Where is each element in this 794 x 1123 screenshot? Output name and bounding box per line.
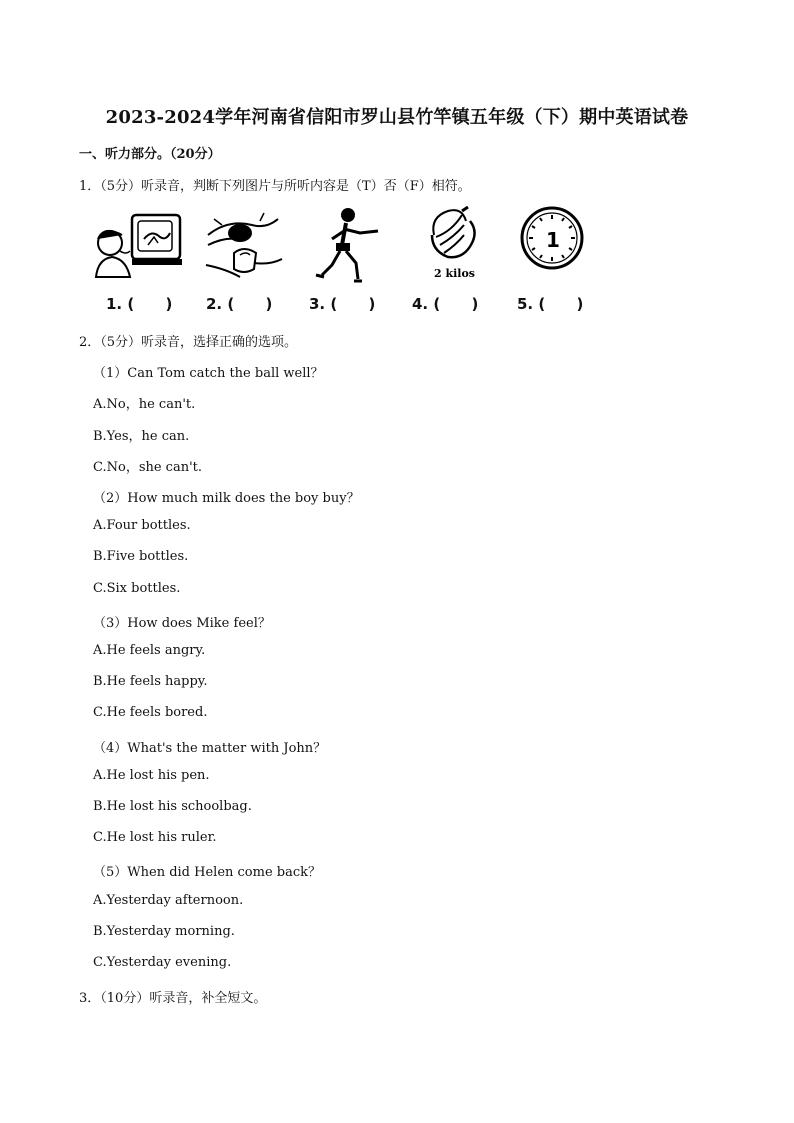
section-heading-listening: 一、听力部分。（20分） xyxy=(79,147,221,162)
bananas-caption: 2 kilos xyxy=(434,267,475,280)
option-4-a: A.He lost his pen. xyxy=(93,768,210,783)
option-2-b: B.Five bottles. xyxy=(93,549,189,564)
option-1-a: A.No，he can't. xyxy=(93,397,196,412)
hands-with-bag-icon xyxy=(204,205,284,285)
running-girl-icon xyxy=(310,205,390,287)
clock-icon xyxy=(519,205,585,271)
question-1-text: 1．（5分）听录音，判断下列图片与所听内容是（T）否（F）相符。 xyxy=(79,179,471,194)
sub-question-1: （1）Can Tom catch the ball well？ xyxy=(93,366,324,381)
option-4-b: B.He lost his schoolbag. xyxy=(93,799,252,814)
option-2-a: A.Four bottles. xyxy=(93,518,191,533)
option-5-a: A.Yesterday afternoon. xyxy=(93,893,244,908)
sub-question-3: （3）How does Mike feel？ xyxy=(93,616,271,631)
question-2-text: 2．（5分）听录音，选择正确的选项。 xyxy=(79,335,298,350)
picture-5-label: 5. ( ) xyxy=(517,295,584,313)
option-3-a: A.He feels angry. xyxy=(93,643,206,658)
sub-question-5: （5）When did Helen come back？ xyxy=(93,865,322,880)
sub-question-4: （4）What's the matter with John？ xyxy=(93,741,327,756)
option-3-b: B.He feels happy. xyxy=(93,674,208,689)
bananas-2-kilos-icon xyxy=(422,205,492,285)
option-1-c: C.No，she can't. xyxy=(93,460,203,475)
picture-1-label: 1. ( ) xyxy=(106,295,173,313)
sub-question-2: （2）How much milk does the boy buy？ xyxy=(93,491,360,506)
option-5-b: B.Yesterday morning. xyxy=(93,924,235,939)
option-3-c: C.He feels bored. xyxy=(93,705,208,720)
option-2-c: C.Six bottles. xyxy=(93,581,181,596)
question-1-pictures xyxy=(92,205,612,320)
picture-2-label: 2. ( ) xyxy=(206,295,273,313)
picture-3-label: 3. ( ) xyxy=(309,295,376,313)
option-1-b: B.Yes，he can. xyxy=(93,429,190,444)
option-4-c: C.He lost his ruler. xyxy=(93,830,217,845)
clock-number: 1 xyxy=(546,228,560,252)
picture-4-label: 4. ( ) xyxy=(412,295,479,313)
option-5-c: C.Yesterday evening. xyxy=(93,955,232,970)
page-title: 2023-2024学年河南省信阳市罗山县竹竿镇五年级（下）期中英语试卷 xyxy=(105,107,689,128)
boy-watching-tv-icon xyxy=(92,205,192,285)
question-3-text: 3．（10分）听录音，补全短文。 xyxy=(79,991,267,1006)
